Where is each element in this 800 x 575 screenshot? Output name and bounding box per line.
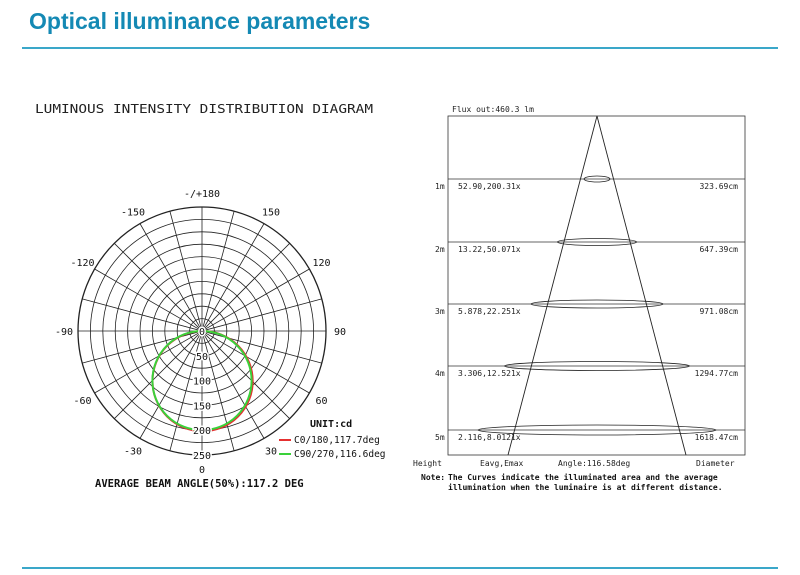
polar-title: LUMINOUS INTENSITY DISTRIBUTION DIAGRAM	[35, 102, 373, 116]
polar-angle-label: 30	[264, 446, 278, 458]
polar-angle-label: 90	[333, 327, 347, 338]
polar-angle-label: -60	[73, 396, 92, 407]
note-label: Note:	[421, 473, 446, 482]
polar-angle-label: 0	[198, 465, 206, 476]
cone-row-eavg: 13.22,50.071x	[458, 245, 521, 254]
polar-angle-label: -90	[54, 327, 74, 338]
cone-row-height: 3m	[435, 307, 445, 316]
polar-radial-label: 200	[192, 426, 212, 438]
legend-c0-label: C0/180,117.7deg	[294, 435, 380, 446]
cone-row-eavg: 3.306,12.521x	[458, 369, 521, 378]
footer-angle: Angle:116.58deg	[558, 459, 631, 468]
polar-radial-label: 100	[192, 376, 212, 388]
cone-shape	[478, 116, 716, 455]
footer-height: Height	[413, 459, 442, 468]
note-line-2: illumination when the luminaire is at different distance.	[448, 483, 723, 492]
note-line-1: The Curves indicate the illuminated area and the average	[448, 473, 718, 482]
footer-diameter: Diameter	[696, 459, 735, 468]
footer-eavg: Eavg,Emax	[480, 459, 524, 468]
polar-angle-label: -150	[120, 207, 146, 219]
cone-row-eavg: 2.116,8.0121x	[458, 433, 521, 442]
cone-row-eavg: 5.878,22.251x	[458, 307, 521, 316]
flux-out-label: Flux out:460.3 lm	[452, 105, 534, 114]
cone-frame	[448, 116, 745, 455]
cone-rows	[435, 179, 745, 442]
polar-radial-label: 50	[195, 351, 209, 363]
polar-angle-label: -30	[123, 446, 143, 458]
polar-angle-label: 120	[312, 258, 331, 269]
polar-radial-label: 150	[192, 401, 212, 413]
cone-row-eavg: 52.90,200.31x	[458, 182, 521, 191]
cone-row-diameter: 971.08cm	[699, 307, 738, 316]
cone-row-height: 4m	[435, 369, 445, 378]
polar-angle-label: 150	[261, 207, 281, 219]
cone-row-diameter: 1294.77cm	[694, 369, 738, 378]
beam-angle-text: AVERAGE BEAM ANGLE(50%):117.2 DEG	[95, 478, 304, 490]
cone-row-diameter: 323.69cm	[699, 182, 738, 191]
page-title: Optical illuminance parameters	[29, 8, 371, 34]
polar-angle-label: -/+180	[183, 189, 221, 200]
footer-divider	[22, 567, 778, 569]
polar-radial-label: 250	[192, 451, 212, 462]
unit-label: UNIT:cd	[310, 419, 353, 430]
cone-row-height: 1m	[435, 182, 445, 191]
polar-angle-label: 60	[315, 396, 328, 407]
cone-row-diameter: 647.39cm	[699, 245, 738, 254]
legend-c90-label: C90/270,116.6deg	[294, 449, 386, 460]
cone-edge-right	[597, 116, 686, 455]
cone-edge-left	[508, 116, 597, 455]
cone-row-height: 5m	[435, 433, 445, 442]
cone-row-diameter: 1618.47cm	[694, 433, 738, 442]
polar-radial-label: 0	[198, 327, 206, 338]
polar-angle-label: -120	[70, 258, 95, 269]
cone-row-height: 2m	[435, 245, 445, 254]
